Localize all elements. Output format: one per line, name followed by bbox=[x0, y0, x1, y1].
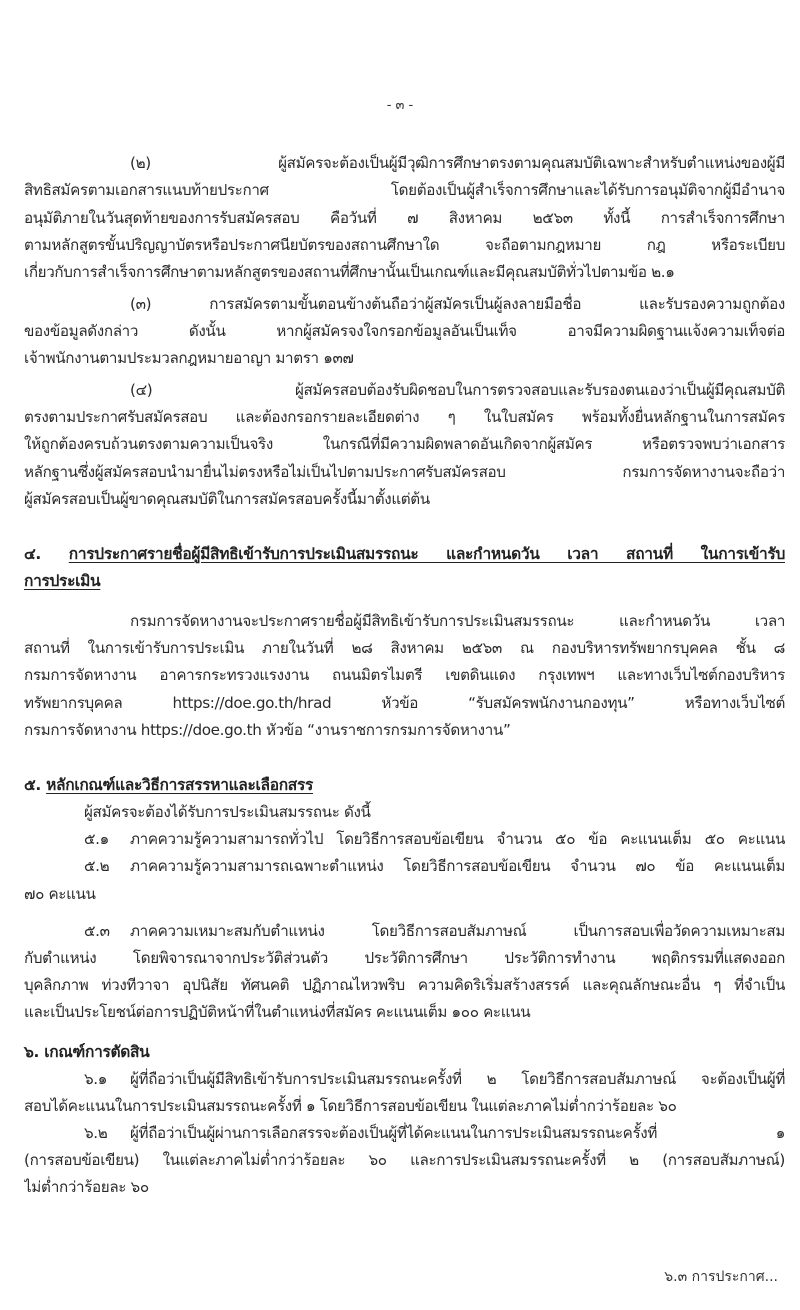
list-item-5-2 bbox=[84, 853, 785, 880]
section-heading bbox=[24, 772, 313, 799]
item-text: ผู้ที่ถือว่าเป็นผู้มีสิทธิเข้ารับการประเมินสมรรถนะครั้งที่ ๒ โดยวิธีการสอบสัมภาษณ์ จะต้องเป็นผู้ที่ bbox=[130, 1070, 785, 1088]
text-line: ผู้สมัครสอบเป็นผู้ขาดคุณสมบัติในการสมัครสอบครั้งนี้มาตั้งแต่ต้น bbox=[24, 490, 430, 508]
text-line: สอบได้คะแนนในการประเมินสมรรถนะครั้งที่ ๑ โดยวิธีการสอบข้อเขียน ในแต่ละภาคไม่ต่ำกว่าร้อยละ ๖๐ bbox=[24, 1097, 677, 1115]
text-line: ไม่ต่ำกว่าร้อยละ ๖๐ bbox=[24, 1178, 149, 1196]
text-line: สถานที่ ในการเข้ารับการประเมิน ภายในวันที่ ๒๘ สิงหาคม ๒๕๖๓ ณ กองบริหารทรัพยากรบุคคล ชั้น ๘ bbox=[24, 639, 785, 657]
text-line: (๒) ผู้สมัครจะต้องเป็นผู้มีวุฒิการศึกษาตรงตามคุณสมบัติเฉพาะสำหรับตำแหน่งของผู้มี bbox=[130, 154, 785, 172]
section-number: ๖. bbox=[24, 1043, 40, 1061]
continuation-marker: ๖.๓ การประกาศ... bbox=[664, 1269, 778, 1285]
text-line: (๔) ผู้สมัครสอบต้องรับผิดชอบในการตรวจสอบและรับรองตนเองว่าเป็นผู้มีคุณสมบัติ bbox=[130, 381, 785, 399]
text-line: ตรงตามประกาศรับสมัครสอบ และต้องกรอกรายละเอียดต่าง ๆ ในใบสมัคร พร้อมทั้งยื่นหลักฐานในการสมัคร bbox=[24, 408, 785, 426]
item-text: ผู้ที่ถือว่าเป็นผู้ผ่านการเลือกสรรจะต้องเป็นผู้ที่ได้คะแนนในการประเมินสมรรถนะครั้งที่ ๑ bbox=[130, 1124, 785, 1142]
section-number: ๔. bbox=[24, 545, 42, 563]
text-line: เกี่ยวกับการสำเร็จการศึกษาตามหลักสูตรของสถานที่ศึกษานั้นเป็นเกณฑ์และมีคุณสมบัติทั่วไปตามข้อ ๒.๑ bbox=[24, 263, 675, 281]
text-line: กรมการจัดหางานจะประกาศรายชื่อผู้มีสิทธิเข้ารับการประเมินสมรรถนะ และกำหนดวัน เวลา bbox=[130, 612, 785, 630]
page-number: - ๓ - bbox=[386, 98, 414, 113]
text-line: กรมการจัดหางาน อาคารกระทรวงแรงงาน ถนนมิตรไมตรี เขตดินแดง กรุงเทพฯ และทางเว็บไซต์กองบริหาร bbox=[24, 666, 785, 684]
item-number: ๕.๓ bbox=[84, 922, 110, 940]
list-item-5-3 bbox=[84, 918, 785, 945]
item-number: ๖.๑ bbox=[84, 1070, 108, 1088]
text-line: ผู้สมัครจะต้องได้รับการประเมินสมรรถนะ ดังนี้ bbox=[84, 803, 371, 821]
list-item-5-1 bbox=[84, 826, 785, 853]
text-line: ตามหลักสูตรขั้นปริญญาบัตรหรือประกาศนียบัตรของสถานศึกษาใด จะถือตามกฎหมาย กฎ หรือระเบียบ bbox=[24, 236, 785, 254]
section-heading-cont bbox=[24, 568, 100, 595]
item-text: ภาคความรู้ความสามารถทั่วไป โดยวิธีการสอบข้อเขียน จำนวน ๕๐ ข้อ คะแนนเต็ม ๕๐ คะแนน bbox=[130, 830, 785, 848]
section-title-cont: การประเมิน bbox=[24, 572, 101, 590]
section-title: หลักเกณฑ์และวิธีการสรรหาและเลือกสรร bbox=[46, 776, 314, 794]
text-line: และเป็นประโยชน์ต่อการปฏิบัติหน้าที่ในตำแหน่งที่สมัคร คะแนนเต็ม ๑๐๐ คะแนน bbox=[24, 1003, 531, 1021]
item-number: ๕.๒ bbox=[84, 857, 110, 875]
section-heading bbox=[24, 1039, 149, 1066]
text-line: ให้ถูกต้องครบถ้วนตรงตามความเป็นจริง ในกรณีที่มีความผิดพลาดอันเกิดจากผู้สมัคร หรือตรวจพบว่าเอกสาร bbox=[24, 435, 785, 453]
text-line: กับตำแหน่ง โดยพิจารณาจากประวัติส่วนตัว ประวัติการศึกษา ประวัติการทำงาน พฤติกรรมที่แสดงออก bbox=[24, 949, 785, 967]
section-title: เกณฑ์การตัดสิน bbox=[44, 1043, 150, 1061]
text-line: ทรัพยากรบุคคล https://doe.go.th/hrad หัวข้อ “รับสมัครพนักงานกองทุน” หรือทางเว็บไซต์ bbox=[24, 694, 785, 712]
text-line: (การสอบข้อเขียน) ในแต่ละภาคไม่ต่ำกว่าร้อยละ ๖๐ และการประเมินสมรรถนะครั้งที่ ๒ (การสอบสัมภาษณ์) bbox=[24, 1151, 785, 1169]
list-item-6-2 bbox=[84, 1120, 785, 1147]
section-number: ๕. bbox=[24, 776, 42, 794]
text-line: กรมการจัดหางาน https://doe.go.th หัวข้อ “งานราชการกรมการจัดหางาน” bbox=[24, 721, 511, 739]
text-line: ของข้อมูลดังกล่าว ดังนั้น หากผู้สมัครจงใจกรอกข้อมูลอันเป็นเท็จ อาจมีความผิดฐานแจ้งความเท็จต่อ bbox=[24, 322, 785, 340]
text-line: เจ้าพนักงานตามประมวลกฎหมายอาญา มาตรา ๑๓๗ bbox=[24, 349, 354, 367]
item-number: ๖.๒ bbox=[84, 1124, 108, 1142]
text-line: หลักฐานซึ่งผู้สมัครสอบนำมายื่นไม่ตรงหรือไม่เป็นไปตามประกาศรับสมัครสอบ กรมการจัดหางานจะถือว่า bbox=[24, 463, 785, 481]
text-line: อนุมัติภายในวันสุดท้ายของการรับสมัครสอบ คือวันที่ ๗ สิงหาคม ๒๕๖๓ ทั้งนี้ การสำเร็จการศึกษา bbox=[24, 209, 785, 227]
list-item-6-1 bbox=[84, 1066, 785, 1093]
item-text: ภาคความเหมาะสมกับตำแหน่ง โดยวิธีการสอบสัมภาษณ์ เป็นการสอบเพื่อวัดความเหมาะสม bbox=[130, 922, 785, 940]
section-title: การประกาศรายชื่อผู้มีสิทธิเข้ารับการประเมินสมรรถนะ และกำหนดวัน เวลา สถานที่ ในการเข้ารับ bbox=[68, 545, 785, 563]
text-line: บุคลิกภาพ ท่วงทีวาจา อุปนิสัย ทัศนคติ ปฏิภาณไหวพริบ ความคิดริเริ่มสร้างสรรค์ และคุณลักษณะอื่น ๆ ที่จำเป็น bbox=[24, 976, 785, 994]
text-line: (๓) การสมัครตามขั้นตอนข้างต้นถือว่าผู้สมัครเป็นผู้ลงลายมือชื่อ และรับรองความถูกต้อง bbox=[130, 295, 785, 313]
item-number: ๕.๑ bbox=[84, 830, 109, 848]
text-line: สิทธิสมัครตามเอกสารแนบท้ายประกาศ โดยต้องเป็นผู้สำเร็จการศึกษาและได้รับการอนุมัติจากผู้มีอำนาจ bbox=[24, 181, 785, 199]
item-text: ภาคความรู้ความสามารถเฉพาะตำแหน่ง โดยวิธีการสอบข้อเขียน จำนวน ๗๐ ข้อ คะแนนเต็ม bbox=[130, 857, 785, 875]
text-line: ๗๐ คะแนน bbox=[24, 885, 96, 903]
section-heading bbox=[24, 541, 785, 568]
